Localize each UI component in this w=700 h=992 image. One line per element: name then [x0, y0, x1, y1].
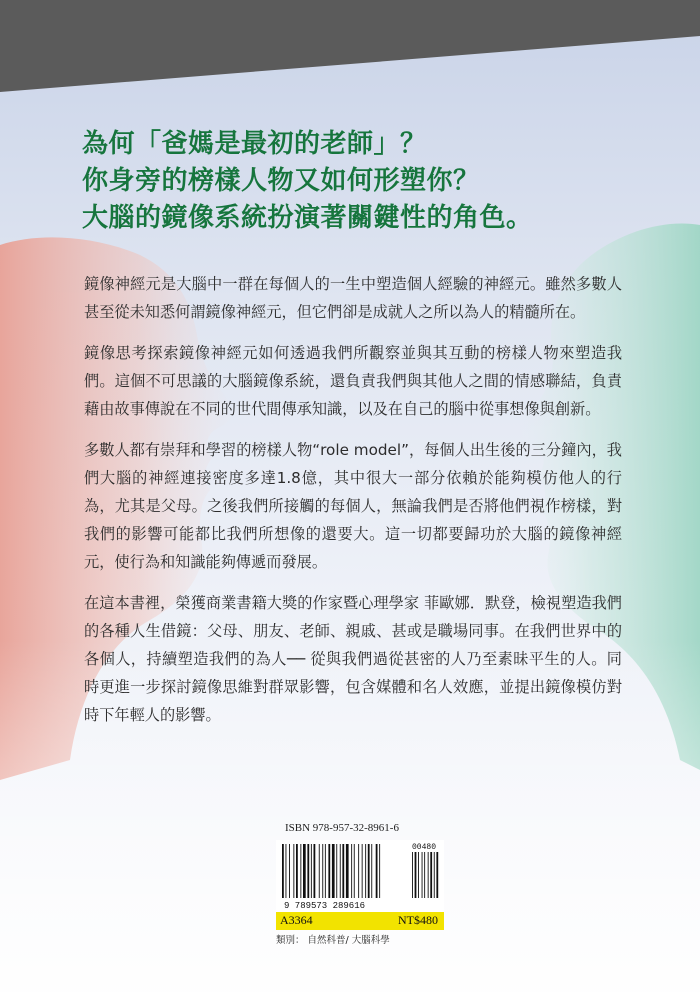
- barcode-bar: [311, 844, 312, 898]
- barcode-bar: [340, 844, 341, 898]
- paragraph-4: 在這本書裡，榮獲商業書籍大獎的作家暨心理學家 菲歐娜．默登，檢視塑造我們的各種人生借鏡：父母、朋友、老師、親戚、甚或是職場同事。在我們世界中的各個人，持續塑造我們的為人── 從與我們過從甚密的人乃至素昧平生的人。同時更進一步探討鏡像思維對群眾影響，包含媒體和名人效應，並提出鏡像模仿對時下年輕人的影響。: [84, 594, 622, 724]
- barcode-graphic: [276, 840, 444, 912]
- price-strip: [276, 912, 444, 930]
- barcode-bar: [328, 844, 330, 898]
- price-label: NT$480: [398, 913, 438, 927]
- barcode-addon-bar: [422, 852, 423, 898]
- barcode-bar: [336, 844, 337, 898]
- headline-line-2: 你身旁的榜樣人物又如何形塑你？: [82, 166, 480, 196]
- barcode-addon-bar: [415, 852, 417, 898]
- barcode-bar: [300, 844, 301, 898]
- barcode-bar: [346, 844, 349, 898]
- barcode-bars: [282, 844, 438, 898]
- barcode-addon-bar: [434, 852, 435, 898]
- barcode-bar: [342, 844, 344, 898]
- barcode-bar: [296, 844, 298, 898]
- headline-line-1: 為何「爸媽是最初的老師」？: [82, 129, 427, 159]
- paragraph-3: 多數人都有崇拜和學習的榜樣人物“role model”，每個人出生後的三分鐘內，我們大腦的神經連接密度多達1.8億，其中很大一部分依賴於能夠模仿他人的行為，尤其是父母。之後我們所接觸的每個人，無論我們是否將他們視作榜樣，對我們的影響可能都比我們所想像的還要大。這一切都要歸功於大腦的鏡像神經元，使行為和知識能夠傳遞而發展。: [84, 441, 622, 571]
- barcode: [276, 840, 444, 912]
- barcode-bar: [368, 844, 370, 898]
- barcode-bar: [307, 844, 309, 898]
- headline-line-3: 大腦的鏡像系統扮演著關鍵性的角色。: [82, 203, 533, 233]
- barcode-bar: [293, 844, 294, 898]
- barcode-bar: [362, 844, 363, 898]
- barcode-addon-bar: [418, 852, 419, 898]
- headline: [82, 126, 533, 237]
- paragraph-2: 鏡像思考探索鏡像神經元如何透過我們所觀察並與其互動的榜樣人物來塑造我們。這個不可思議的大腦鏡像系統，還負責我們與其他人之間的情感聯結，負責藉由故事傳說在不同的世代間傳承知識，以及在自己的腦中從事想像與創新。: [84, 344, 622, 418]
- barcode-bar: [332, 844, 335, 898]
- barcode-bar: [286, 844, 287, 898]
- barcode-digits: 9 789573 289616: [284, 901, 366, 911]
- barcode-bar: [379, 844, 380, 898]
- barcode-addon-bar: [412, 852, 413, 898]
- barcode-addon-bar: [436, 852, 438, 898]
- barcode-bar: [282, 844, 284, 898]
- barcode-bar: [303, 844, 306, 898]
- category-label: 類別： 自然科普/ 大腦科學: [276, 935, 390, 946]
- barcode-bar: [319, 844, 320, 898]
- barcode-bar: [314, 844, 316, 898]
- barcode-bar: [354, 844, 355, 898]
- barcode-bar: [322, 844, 323, 898]
- isbn-number: ISBN 978-957-32-8961-6: [285, 822, 399, 834]
- barcode-bar: [365, 844, 366, 898]
- top-dark-band: [0, 0, 700, 92]
- barcode-addon-bar: [428, 852, 429, 898]
- barcode-addon-digits: 00480: [412, 843, 437, 852]
- barcode-bar: [376, 844, 378, 898]
- barcode-addon-bar: [424, 852, 425, 898]
- product-code: A3364: [280, 913, 313, 927]
- barcode-bar: [358, 844, 359, 898]
- description-body: [84, 270, 622, 742]
- barcode-addon-bar: [430, 852, 432, 898]
- barcode-bar: [351, 844, 352, 898]
- barcode-bar: [289, 844, 290, 898]
- barcode-bar: [325, 844, 326, 898]
- paragraph-1: 鏡像神經元是大腦中一群在每個人的一生中塑造個人經驗的神經元。雖然多數人甚至從未知悉何謂鏡像神經元，但它們卻是成就人之所以為人的精髓所在。: [84, 275, 622, 321]
- barcode-bar: [371, 844, 372, 898]
